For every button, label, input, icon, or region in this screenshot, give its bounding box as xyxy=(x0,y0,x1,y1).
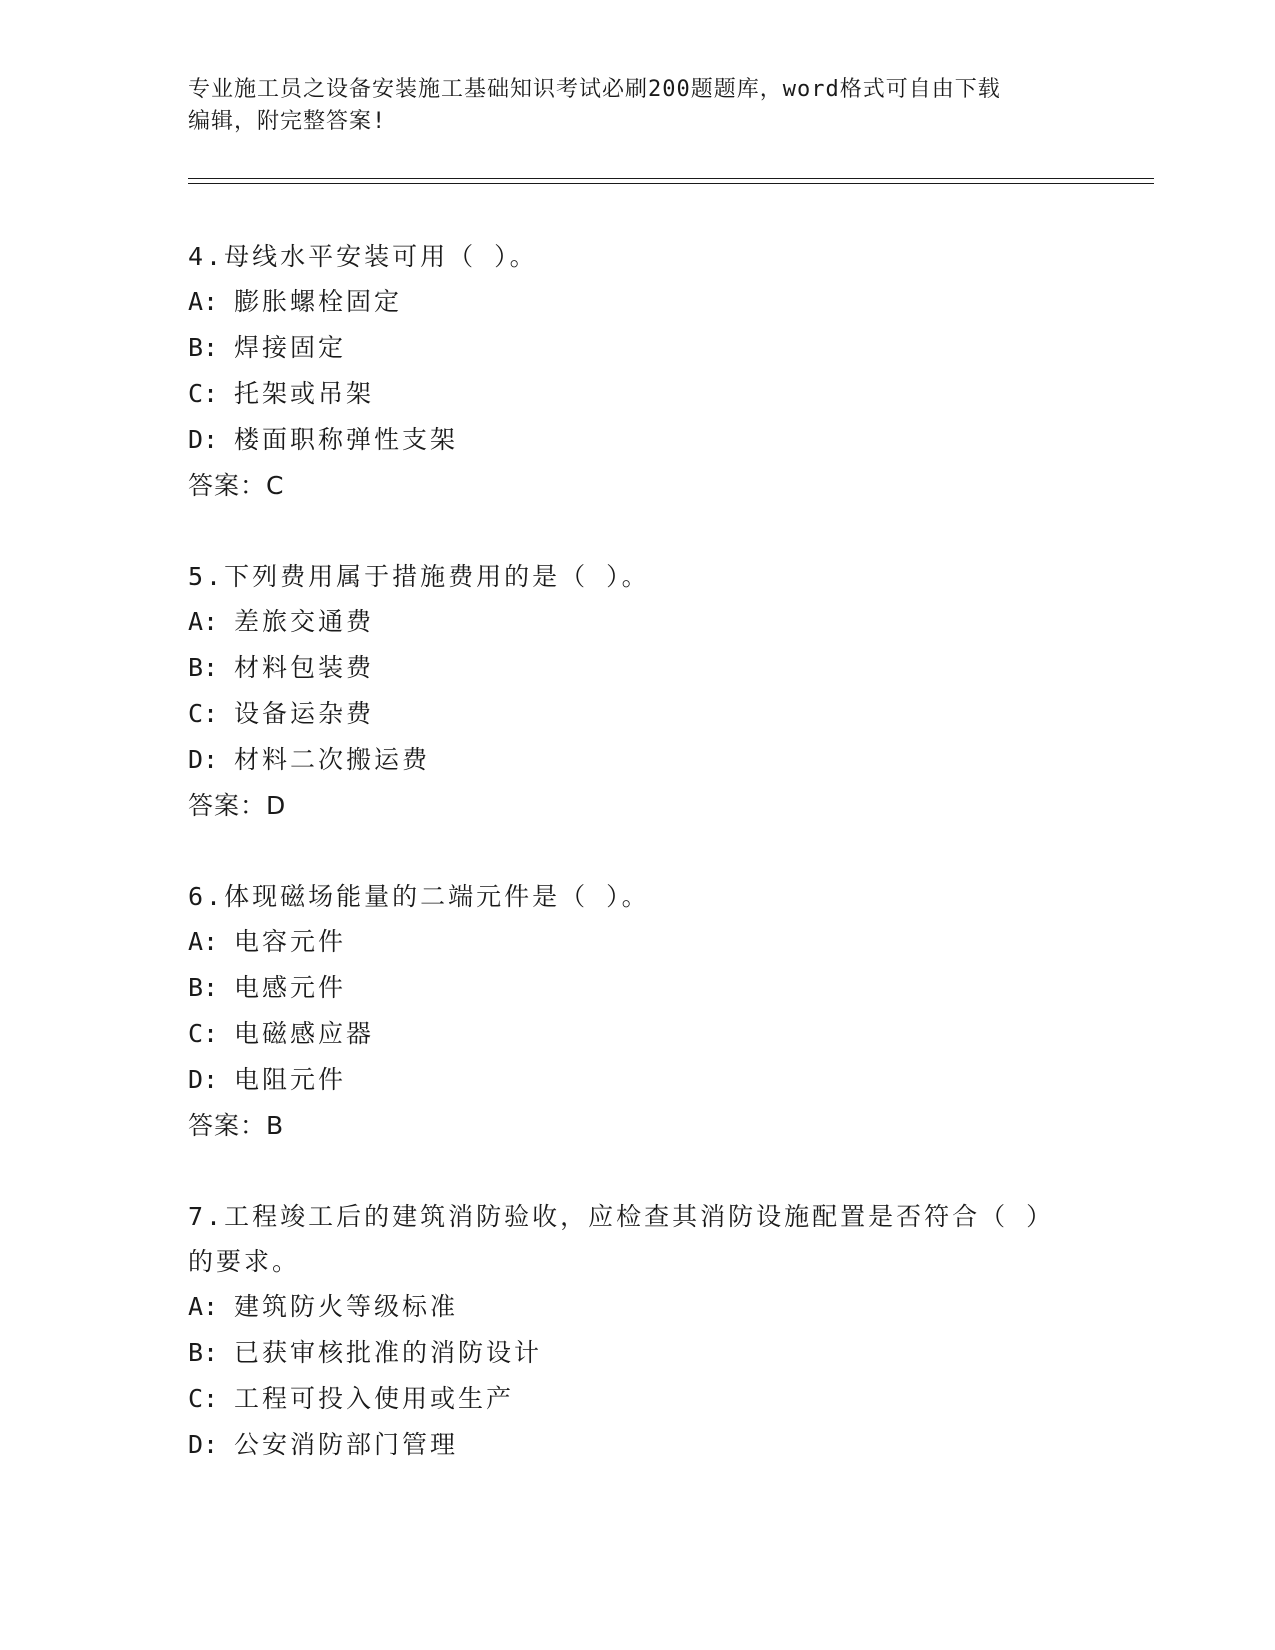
option-letter: C: xyxy=(188,1384,219,1413)
option-d xyxy=(188,737,1088,783)
option-b xyxy=(188,1330,1088,1376)
option-c xyxy=(188,691,1088,737)
option-c xyxy=(188,371,1088,417)
option-text: 材料二次搬运费 xyxy=(234,745,431,774)
option-letter: D: xyxy=(188,425,219,454)
option-letter: B: xyxy=(188,333,219,362)
question-stem: 5.下列费用属于措施费用的是（ ）。 xyxy=(188,562,650,591)
option-b xyxy=(188,645,1088,691)
option-d xyxy=(188,1057,1088,1103)
question-stem: 7.工程竣工后的建筑消防验收，应检查其消防设施配置是否符合（ ） xyxy=(188,1202,1055,1231)
option-text: 电容元件 xyxy=(234,927,347,956)
answer-line: 答案：B xyxy=(188,1111,285,1140)
answer-line: 答案：C xyxy=(188,471,285,500)
option-a xyxy=(188,279,1088,325)
header-line-2: 编辑，附完整答案! xyxy=(188,109,387,134)
option-text: 楼面职称弹性支架 xyxy=(234,425,459,454)
option-text: 已获审核批准的消防设计 xyxy=(234,1338,543,1367)
document-header xyxy=(188,74,1068,138)
option-letter: D: xyxy=(188,1430,219,1459)
option-letter: C: xyxy=(188,379,219,408)
option-text: 焊接固定 xyxy=(234,333,347,362)
option-d xyxy=(188,417,1088,463)
option-letter: B: xyxy=(188,653,219,682)
option-a xyxy=(188,599,1088,645)
option-text: 膨胀螺栓固定 xyxy=(234,287,403,316)
option-letter: D: xyxy=(188,745,219,774)
option-text: 设备运杂费 xyxy=(234,699,375,728)
question-stem: 4.母线水平安装可用（ ）。 xyxy=(188,242,538,271)
option-text: 材料包装费 xyxy=(234,653,375,682)
option-text: 电阻元件 xyxy=(234,1065,347,1094)
option-letter: A: xyxy=(188,1292,219,1321)
header-line-1: 专业施工员之设备安装施工基础知识考试必刷200题题库，word格式可自由下载 xyxy=(188,77,1001,102)
option-c xyxy=(188,1011,1088,1057)
option-a xyxy=(188,919,1088,965)
option-a xyxy=(188,1284,1088,1330)
option-text: 托架或吊架 xyxy=(234,379,375,408)
option-letter: B: xyxy=(188,1338,219,1367)
header-divider-top xyxy=(188,178,1154,179)
question-stem-continued: 的要求。 xyxy=(188,1247,301,1276)
answer-line: 答案：D xyxy=(188,791,287,820)
option-d xyxy=(188,1422,1088,1468)
option-text: 工程可投入使用或生产 xyxy=(234,1384,515,1413)
question-stem: 6.体现磁场能量的二端元件是（ ）。 xyxy=(188,882,650,911)
question-4 xyxy=(188,234,1088,509)
option-b xyxy=(188,965,1088,1011)
option-letter: D: xyxy=(188,1065,219,1094)
option-letter: A: xyxy=(188,927,219,956)
question-7 xyxy=(188,1194,1088,1468)
option-letter: A: xyxy=(188,287,219,316)
option-text: 公安消防部门管理 xyxy=(234,1430,459,1459)
option-c xyxy=(188,1376,1088,1422)
option-letter: C: xyxy=(188,1019,219,1048)
option-letter: C: xyxy=(188,699,219,728)
option-text: 差旅交通费 xyxy=(234,607,375,636)
option-b xyxy=(188,325,1088,371)
option-letter: B: xyxy=(188,973,219,1002)
option-text: 建筑防火等级标准 xyxy=(234,1292,459,1321)
option-text: 电磁感应器 xyxy=(234,1019,375,1048)
header-divider-bottom xyxy=(188,183,1154,184)
option-text: 电感元件 xyxy=(234,973,347,1002)
question-5 xyxy=(188,554,1088,829)
option-letter: A: xyxy=(188,607,219,636)
question-6 xyxy=(188,874,1088,1149)
